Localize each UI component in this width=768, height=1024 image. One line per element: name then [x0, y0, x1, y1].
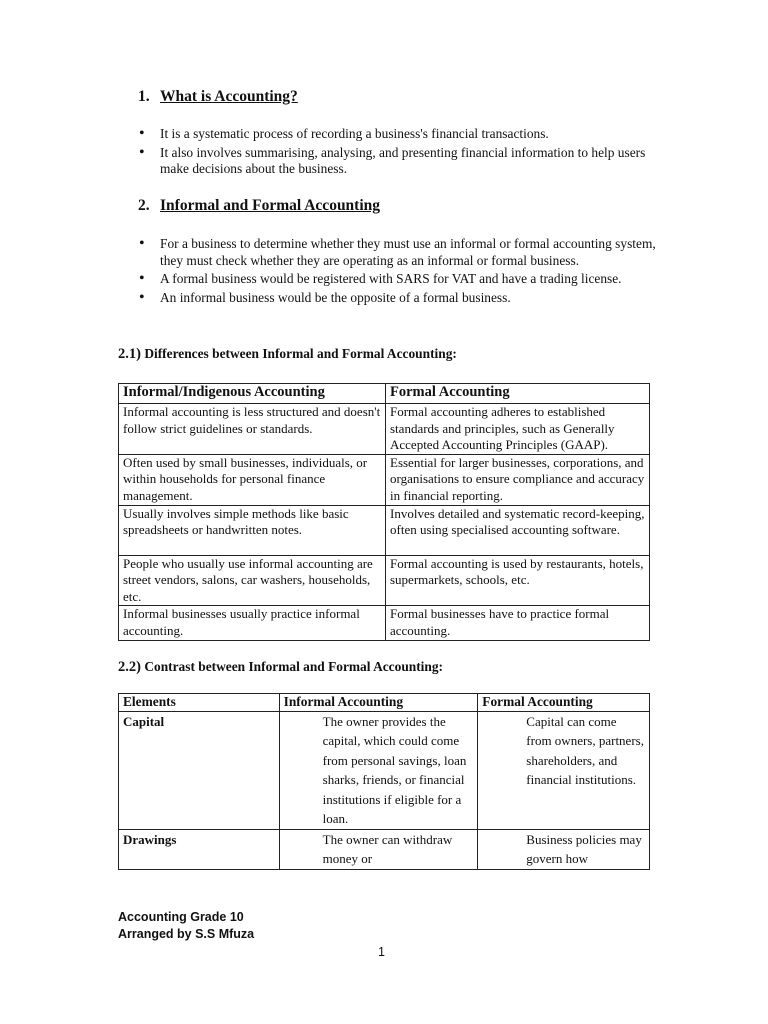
table-row — [119, 404, 650, 455]
list-item: • An informal business would be the opposite of a formal business. — [138, 290, 658, 307]
table-cell: Business policies may govern how — [478, 829, 650, 869]
table-header-row — [119, 694, 650, 712]
table-cell: Informal businesses usually practice informal accounting. — [119, 606, 386, 640]
table-header-row — [119, 384, 650, 404]
section-2-1-heading — [118, 346, 457, 363]
section-2-title: Informal and Formal Accounting — [160, 197, 381, 214]
table-cell: Usually involves simple methods like basic spreadsheets or handwritten notes. — [119, 505, 386, 555]
section-2-1-title: Differences between Informal and Formal Accounting: — [144, 346, 457, 361]
list-item: • For a business to determine whether they must use an informal or formal accounting system, they must check whether they are operating as an informal or formal business. — [138, 236, 658, 269]
section-1-heading — [138, 88, 298, 106]
table-cell: Informal accounting is less structured and doesn't follow strict guidelines or standards. — [119, 404, 386, 455]
table-row — [119, 829, 650, 869]
table-cell: People who usually use informal accounting are street vendors, salons, car washers, households, etc. — [119, 555, 386, 606]
contrast-table — [118, 693, 650, 870]
table-cell: Essential for larger businesses, corporations, and organisations to ensure compliance and accuracy in financial reporting. — [386, 454, 650, 505]
table-header: Informal/Indigenous Accounting — [119, 384, 386, 404]
table-cell: Often used by small businesses, individuals, or within households for personal finance management. — [119, 454, 386, 505]
table-row — [119, 711, 650, 829]
table-header: Formal Accounting — [478, 694, 650, 712]
page-number: 1 — [378, 945, 385, 959]
table-cell: Formal businesses have to practice formal accounting. — [386, 606, 650, 640]
section-2-number: 2. — [138, 197, 150, 214]
list-item: • It is a systematic process of recording a business's financial transactions. — [138, 126, 658, 143]
table-cell: Drawings — [119, 829, 280, 869]
table-row — [119, 555, 650, 606]
table-cell: The owner can withdraw money or — [279, 829, 478, 869]
section-1-bullets — [138, 126, 658, 180]
section-1-title: What is Accounting? — [160, 88, 298, 105]
section-2-2-title: Contrast between Informal and Formal Accounting: — [144, 659, 443, 674]
table-header: Informal Accounting — [279, 694, 478, 712]
list-item: • It also involves summarising, analysing, and presenting financial information to help users make decisions about the business. — [138, 145, 658, 178]
table-cell: Capital can come from owners, partners, shareholders, and financial institutions. — [478, 711, 650, 829]
section-2-heading — [138, 197, 380, 215]
table-row — [119, 454, 650, 505]
list-item: • A formal business would be registered with SARS for VAT and have a trading license. — [138, 271, 658, 288]
table-row — [119, 606, 650, 640]
differences-table — [118, 383, 650, 641]
section-1-number: 1. — [138, 88, 150, 105]
table-cell: Involves detailed and systematic record-keeping, often using specialised accounting software. — [386, 505, 650, 555]
section-2-2-heading — [118, 659, 443, 676]
table-header: Formal Accounting — [386, 384, 650, 404]
table-cell: Capital — [119, 711, 280, 829]
footer-course: Accounting Grade 10 — [118, 910, 244, 924]
table-header: Elements — [119, 694, 280, 712]
table-row — [119, 505, 650, 555]
table-cell: Formal accounting is used by restaurants, hotels, supermarkets, schools, etc. — [386, 555, 650, 606]
table-cell: The owner provides the capital, which could come from personal savings, loan sharks, friends, or financial institutions if eligible for a loan. — [279, 711, 478, 829]
footer-author: Arranged by S.S Mfuza — [118, 927, 255, 941]
table-cell: Formal accounting adheres to established standards and principles, such as Generally Accepted Accounting Principles (GAAP). — [386, 404, 650, 455]
section-2-bullets — [138, 236, 658, 308]
section-2-2-number: 2.2) — [118, 659, 141, 675]
section-2-1-number: 2.1) — [118, 346, 141, 362]
